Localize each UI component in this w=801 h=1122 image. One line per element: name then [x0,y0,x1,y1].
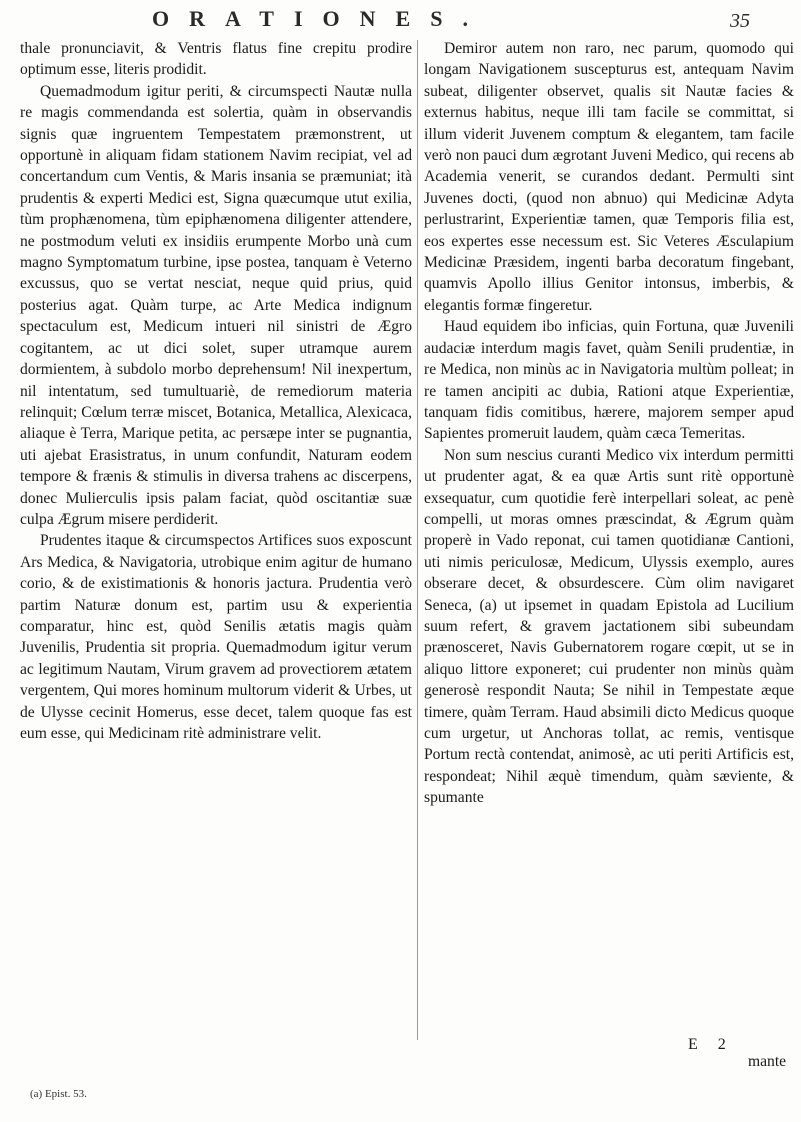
left-paragraph-2: Quemadmodum igitur periti, & circumspecti Nautæ nulla re magis commendanda est solertia, quàm in observandis signis quæ ingruentem Tempestatem præmonstrent, ut opportunè in aliquam fidam stationem Navim recipiat, vel ad concertandum cum Ventis, & Maris insania se præmuniat; ità prudentis & experti Medici est, Signa quæcumque utut exilia, tùm prophænomena, tùm epiphænomena diligenter attendere, ne postmodum veluti ex insidiis erumpente Morbo unà cum magno Symptomatum turbine, ipse postea, tanquam è Veterno excussus, quo se vertat nesciat, neque quid prius, quid posterius agat. Quàm turpe, ac Arte Medica indignum spectaculum est, Medicum intueri nil sinistri de Ægro cogitantem, ac ut dici solet, super utramque aurem dormientem, à subdolo morbo deprehensum! Nil inexpertum, nil intentatum, sed tumultuariè, de remediorum materia relinquit; Cœlum terræ miscet, Botanica, Metallica, Alexicaca, aliaque è Terra, Marique petita, ac persæpe inter se pugnantia, uti ajebat Erasistratus, in unum confundit, Naturam eodem tempore & frænis & stimulis in diversa trahens ac discerpens, donec Mulierculis ipsis palam faciat, quòd oscitantiæ suæ culpa Ægrum misere perdiderit. [20,82,412,528]
column-divider [417,40,418,1040]
right-paragraph-1: Demiror autem non raro, nec parum, quomodo qui longam Navigationem suscepturus est, antequam Navim subeat, diligenter observet, qualis sit Nautæ facies & externus habitus, neque illi tam facile se committat, si illum viderit Juvenem comptum & elegantem, tam facile verò non pauci dum ægrotant Juveni Medico, qui recens ab Academia venerit, se curandos dedant. Permulti sint Juvenes docti, (quod non abnuo) qui Medicinæ Adyta perlustrarint, Experientiæ tamen, quæ Temporis filia est, eos expertes esse necessum est. Sic Veteres Æsculapium Medicinæ Præsidem, ingenti barba decoratum fingebant, quamvis Apollo illius Genitor intonsus, imberbis, & elegantis formæ fingeretur. [424,40,794,314]
signature-mark: E 2 [688,1036,734,1053]
catchword: mante [748,1053,787,1070]
left-column [20,38,412,1058]
left-paragraph-3: Prudentes itaque & circumspectos Artifices suos exposcunt Ars Medica, & Navigatoria, utrobique enim agitur de humano corio, & de existimationis & honoris jactura. Prudentia verò partim Naturæ donum est, partim usu & experientia comparatur, hinc est, quòd Senilis ætatis magis quàm Juvenilis, Prudentia sit propria. Quemadmodum igitur verum ac legitimum Nautam, Virum gravem ad provectiorem ætatem vergentem, Qui mores hominum multorum viderit & Urbes, ut de Ulysse cecinit Homerus, esse decet, talem quoque fas est eum esse, qui Medicinam ritè administrare velit. [20,532,412,742]
right-column [424,38,794,1058]
footnote: (a) Epist. 53. [30,1088,87,1100]
left-paragraph-1: thale pronunciavit, & Ventris flatus fine crepitu prodire optimum esse, literis prodidit. [20,40,412,79]
running-head: ORATIONES. [152,6,488,31]
right-paragraph-2: Haud equidem ibo inficias, quin Fortuna, quæ Juvenili audaciæ interdum magis favet, quàm Senili prudentiæ, in re Medica, non minùs ac in Navigatoria multùm polleat; in re tamen ancipiti ac dubia, Rationi atque Experientiæ, tanquam fidis comitibus, hærere, majorem semper apud Sapientes promeruit laudem, quàm cæca Temeritas. [424,318,794,443]
right-paragraph-3: Non sum nescius curanti Medico vix interdum permitti ut prudenter agat, & ea quæ Artis sunt ritè opportunè exsequatur, cum quotidie ferè interpellari soleat, ac penè compelli, ut moras omnes præscindat, & Ægrum quàm properè in Vado reponat, cui tamen quotidianæ Cantioni, uti nimis periculosæ, Medicum, Ulyssis exemplo, aures obserare decet, & obsurdescere. Cùm olim navigaret Seneca, (a) ut ipsemet in quadam Epistola ad Lucilium suum refert, & gravem jactationem sibi subeundam prænosceret, Navis Gubernatorem rogare cœpit, ut se in aliquo littore exponeret; cui prudenter non minùs quàm generosè respondit Nauta; Se nihil in Tempestate æque timere, quàm Terram. Haud absimili dicto Medicus quoque cum urgetur, ut Anchoras tollat, ac remis, ventisque Portum rectà contendat, animosè, ac uti periti Artificis est, respondeat; Nihil æquè timendum, quàm sæviente, & spumante [424,446,794,807]
page-number: 35 [730,10,750,32]
